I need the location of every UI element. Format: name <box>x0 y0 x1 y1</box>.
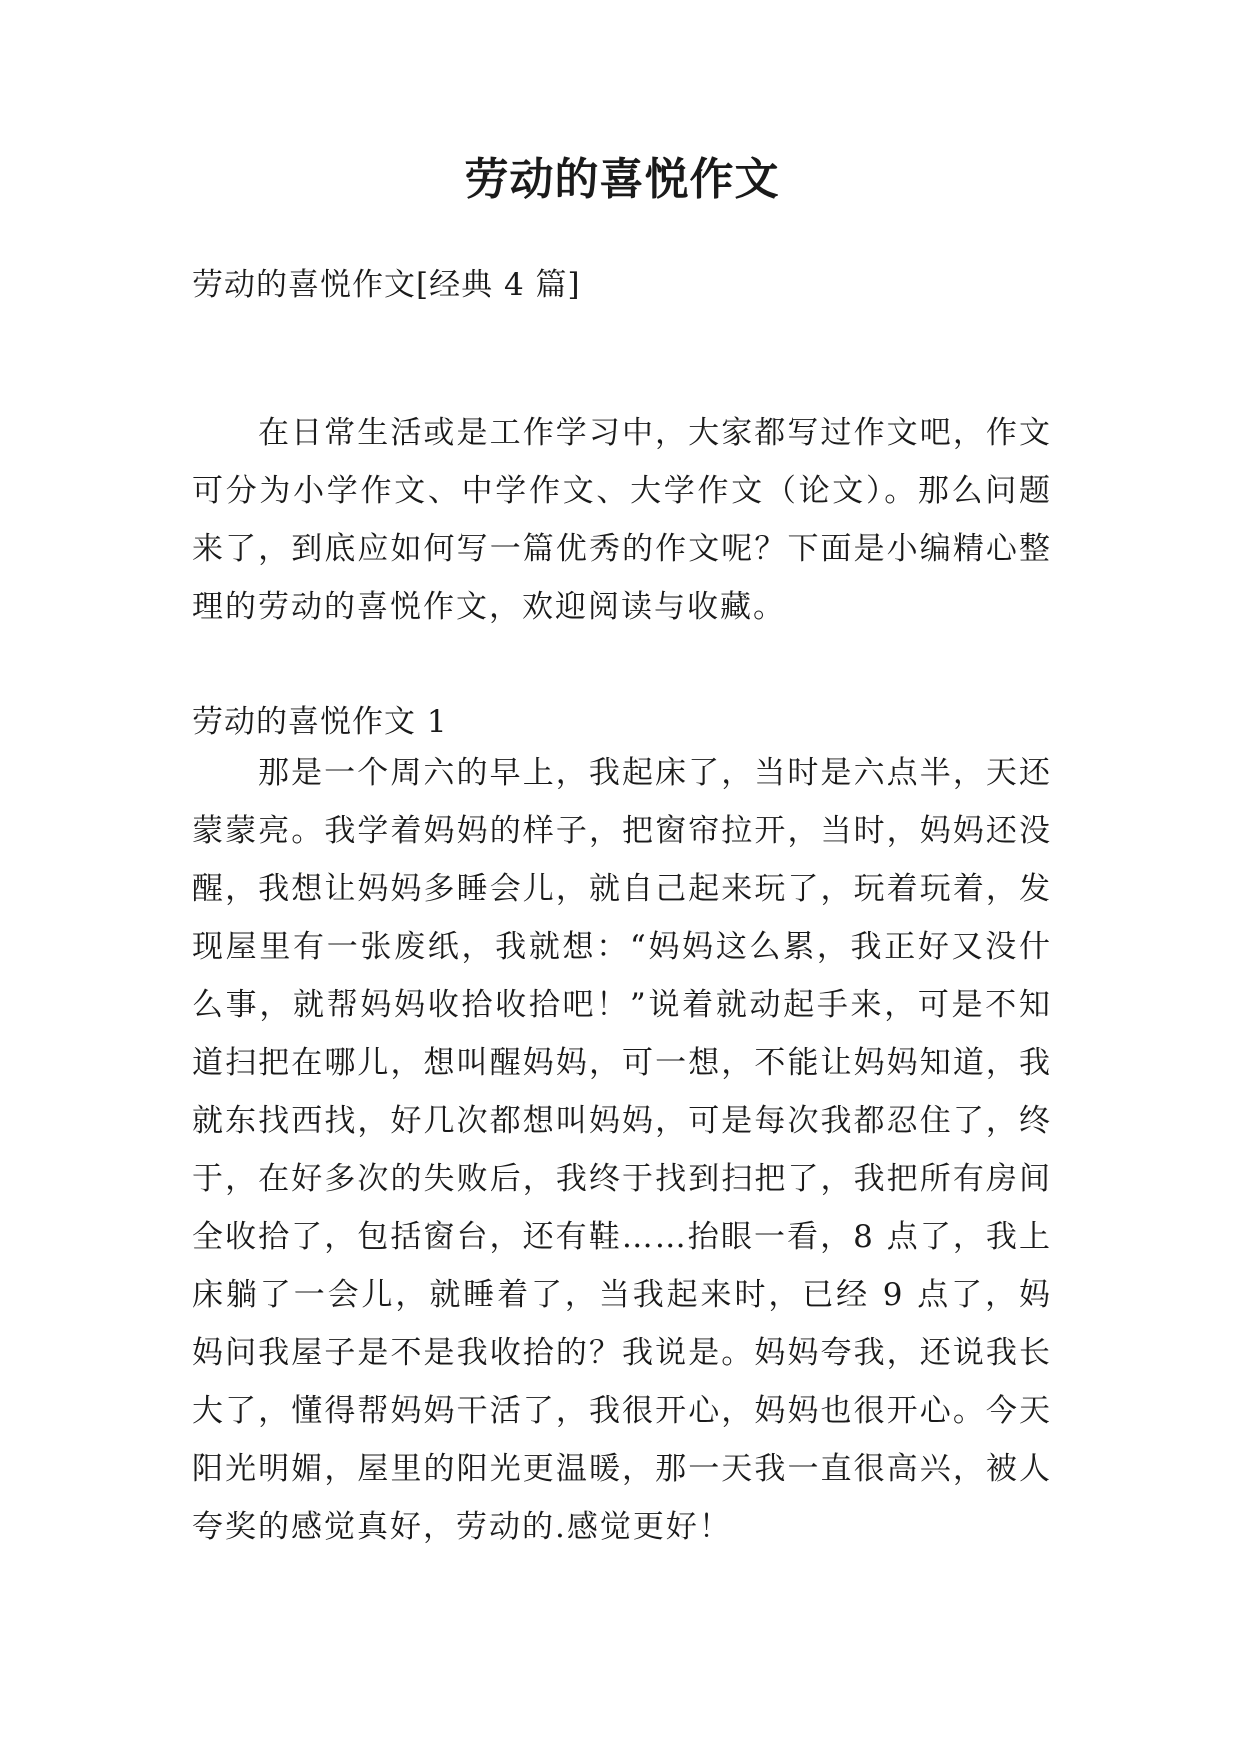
essay-paragraph: 那是一个周六的早上，我起床了，当时是六点半，天还蒙蒙亮。我学着妈妈的样子，把窗帘拉开，当时，妈妈还没醒，我想让妈妈多睡会儿，就自己起来玩了，玩着玩着，发现屋里有一张废纸，我就想：“妈妈这么累，我正好又没什么事，就帮妈妈收拾收拾吧！”说着就动起手来，可是不知道扫把在哪儿，想叫醒妈妈，可一想，不能让妈妈知道，我就东找西找，好几次都想叫妈妈，可是每次我都忍住了，终于，在好多次的失败后，我终于找到扫把了，我把所有房间全收拾了，包括窗台，还有鞋……抬眼一看，8 点了，我上床躺了一会儿，就睡着了，当我起来时，已经 9 点了，妈妈问我屋子是不是我收拾的？我说是。妈妈夸我，还说我长大了，懂得帮妈妈干活了，我很开心，妈妈也很开心。今天阳光明媚，屋里的阳光更温暖，那一天我一直很高兴，被人夸奖的感觉真好，劳动的.感觉更好！ <box>192 755 1052 1545</box>
document-title: 劳动的喜悦作文 <box>464 154 780 205</box>
section-heading: 劳动的喜悦作文 1 <box>192 704 448 740</box>
document-page <box>192 0 1052 1754</box>
document-subtitle: 劳动的喜悦作文[经典 4 篇] <box>192 267 581 303</box>
intro-paragraph: 在日常生活或是工作学习中，大家都写过作文吧，作文可分为小学作文、中学作文、大学作文（论文）。那么问题来了，到底应如何写一篇优秀的作文呢？下面是小编精心整理的劳动的喜悦作文，欢迎阅读与收藏。 <box>192 415 1052 625</box>
